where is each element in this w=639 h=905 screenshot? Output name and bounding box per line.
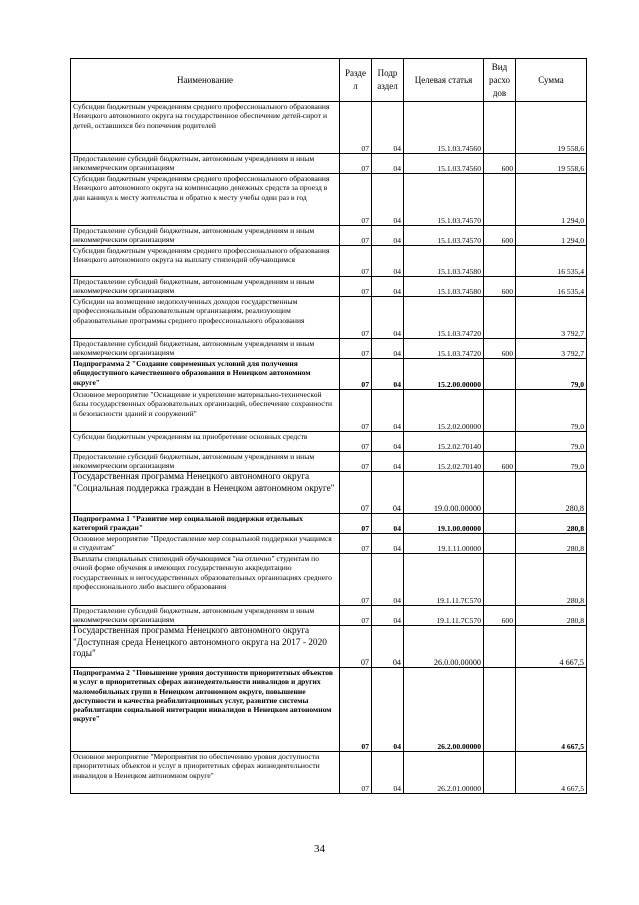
row-sum-cell: 280,8: [516, 606, 587, 626]
table-row: [71, 554, 587, 606]
row-sum-cell: 3 792,7: [516, 297, 587, 339]
row-expense-type-cell: [484, 668, 516, 752]
row-subsection-cell: 04: [372, 246, 404, 277]
row-subsection-cell: 04: [372, 339, 404, 359]
header-sum: Сумма: [516, 59, 587, 102]
header-target: Целевая статья: [404, 59, 484, 102]
row-target-cell: 15.1.03.74720: [404, 297, 484, 339]
row-target-cell: 15.1.03.74570: [404, 226, 484, 246]
row-sum-cell: 19 558,6: [516, 154, 587, 174]
row-name-cell: Основное мероприятие "Мероприятия по обеспечению уровня доступности приоритетных объектов и услуг в приоритетных сферах жизнедеятельности инвалидов в Ненецком автономном округе": [71, 752, 340, 794]
table-row: [71, 174, 587, 226]
row-section-cell: 07: [340, 534, 372, 554]
row-subsection-cell: 04: [372, 668, 404, 752]
row-target-cell: 15.1.03.74570: [404, 174, 484, 226]
row-section-cell: 07: [340, 277, 372, 297]
row-sum-cell: 79,0: [516, 359, 587, 390]
row-expense-type-cell: [484, 626, 516, 668]
row-section-cell: 07: [340, 668, 372, 752]
row-name-cell: Субсидии на возмещение недополученных доходов государственным профессиональным образовательным организациям, реализующим образовательные программы среднего профессионального образования: [71, 297, 340, 339]
row-section-cell: 07: [340, 297, 372, 339]
table-row: [71, 246, 587, 277]
row-sum-cell: 79,0: [516, 432, 587, 452]
row-expense-type-cell: [484, 174, 516, 226]
table-header-row: [71, 59, 587, 102]
row-section-cell: 07: [340, 339, 372, 359]
row-subsection-cell: 04: [372, 554, 404, 606]
row-target-cell: 15.1.03.74580: [404, 277, 484, 297]
table-row: [71, 339, 587, 359]
row-name-cell: Предоставление субсидий бюджетным, автономным учреждениям и иным некоммерческим организациям: [71, 154, 340, 174]
row-expense-type-cell: 600: [484, 154, 516, 174]
row-expense-type-cell: [484, 297, 516, 339]
row-expense-type-cell: 600: [484, 339, 516, 359]
row-sum-cell: 19 558,6: [516, 102, 587, 154]
table-row: [71, 359, 587, 390]
row-expense-type-cell: [484, 534, 516, 554]
table-row: [71, 154, 587, 174]
row-section-cell: 07: [340, 432, 372, 452]
row-section-cell: 07: [340, 752, 372, 794]
row-section-cell: 07: [340, 472, 372, 514]
row-section-cell: 07: [340, 554, 372, 606]
row-name-cell: Предоставление субсидий бюджетным, автономным учреждениям и иным некоммерческим организациям: [71, 452, 340, 472]
row-expense-type-cell: 600: [484, 277, 516, 297]
row-section-cell: 07: [340, 452, 372, 472]
row-expense-type-cell: 600: [484, 452, 516, 472]
row-name-cell: Основное мероприятие "Оснащение и укрепление материально-технической базы государственных образовательных организаций, обеспечение сохранности и безопасности зданий и сооружений": [71, 390, 340, 432]
row-target-cell: 26.2.01.00000: [404, 752, 484, 794]
row-section-cell: 07: [340, 606, 372, 626]
table-row: [71, 472, 587, 514]
row-name-cell: Подпрограмма 1 "Развитие мер социальной поддержки отдельных категорий граждан": [71, 514, 340, 534]
row-expense-type-cell: [484, 514, 516, 534]
table-row: [71, 514, 587, 534]
row-expense-type-cell: [484, 246, 516, 277]
table-row: [71, 102, 587, 154]
row-subsection-cell: 04: [372, 297, 404, 339]
row-subsection-cell: 04: [372, 752, 404, 794]
row-sum-cell: 4 667,5: [516, 668, 587, 752]
row-subsection-cell: 04: [372, 472, 404, 514]
row-target-cell: 15.2.02.00000: [404, 390, 484, 432]
row-name-cell: Предоставление субсидий бюджетным, автономным учреждениям и иным некоммерческим организациям: [71, 339, 340, 359]
row-name-cell: Субсидии бюджетным учреждениям среднего профессионального образования Ненецкого автономного округа на государственное обеспечение детей-сирот и детей, оставшихся без попечения родителей: [71, 102, 340, 154]
row-name-cell: Основное мероприятие "Предоставление мер социальной поддержки учащимся и студентам": [71, 534, 340, 554]
row-sum-cell: 16 535,4: [516, 246, 587, 277]
row-target-cell: 15.2.02.70140: [404, 432, 484, 452]
row-subsection-cell: 04: [372, 452, 404, 472]
row-target-cell: 15.1.03.74560: [404, 102, 484, 154]
table-row: [71, 752, 587, 794]
row-sum-cell: 16 535,4: [516, 277, 587, 297]
row-sum-cell: 4 667,5: [516, 752, 587, 794]
table-row: [71, 432, 587, 452]
table-row: [71, 626, 587, 668]
row-section-cell: 07: [340, 226, 372, 246]
row-subsection-cell: 04: [372, 154, 404, 174]
header-section: Разде л: [340, 59, 372, 102]
row-name-cell: Подпрограмма 2 "Создание современных условий для получения общедоступного качественного образования в Ненецком автономном округе": [71, 359, 340, 390]
header-name: Наименование: [71, 59, 340, 102]
row-subsection-cell: 04: [372, 102, 404, 154]
row-target-cell: 15.1.03.74720: [404, 339, 484, 359]
row-sum-cell: 280,8: [516, 514, 587, 534]
row-sum-cell: 1 294,0: [516, 226, 587, 246]
row-expense-type-cell: [484, 359, 516, 390]
row-target-cell: 19.0.00.00000: [404, 472, 484, 514]
row-subsection-cell: 04: [372, 514, 404, 534]
row-section-cell: 07: [340, 390, 372, 432]
row-expense-type-cell: 600: [484, 226, 516, 246]
row-subsection-cell: 04: [372, 390, 404, 432]
row-name-cell: Государственная программа Ненецкого автономного округа "Социальная поддержка граждан в Ненецком автономном округе": [71, 472, 340, 514]
row-target-cell: 15.1.03.74580: [404, 246, 484, 277]
row-name-cell: Субсидии бюджетным учреждениям на приобретение основных средств: [71, 432, 340, 452]
row-subsection-cell: 04: [372, 432, 404, 452]
row-subsection-cell: 04: [372, 174, 404, 226]
row-target-cell: 15.2.00.00000: [404, 359, 484, 390]
row-sum-cell: 1 294,0: [516, 174, 587, 226]
row-sum-cell: 280,8: [516, 534, 587, 554]
header-subsection: Подр аздел: [372, 59, 404, 102]
row-name-cell: Субсидии бюджетным учреждениям среднего профессионального образования Ненецкого автономного округа на выплату стипендий обучающимся: [71, 246, 340, 277]
row-target-cell: 26.0.00.00000: [404, 626, 484, 668]
row-expense-type-cell: [484, 432, 516, 452]
row-sum-cell: 280,8: [516, 472, 587, 514]
row-name-cell: Предоставление субсидий бюджетным, автономным учреждениям и иным некоммерческим организациям: [71, 277, 340, 297]
row-target-cell: 19.1.11.00000: [404, 534, 484, 554]
row-subsection-cell: 04: [372, 534, 404, 554]
row-section-cell: 07: [340, 174, 372, 226]
row-subsection-cell: 04: [372, 359, 404, 390]
row-expense-type-cell: 600: [484, 606, 516, 626]
row-target-cell: 15.1.03.74560: [404, 154, 484, 174]
row-name-cell: Подпрограмма 2 "Повышение уровня доступности приоритетных объектов и услуг в приоритетных сферах жизнедеятельности инвалидов и других маломобильных групп в Ненецком автономном округе, повышение доступности и качества реабилитационных услуг, развитие системы реабилитации социальной интеграции инвалидов в Ненецком автономном округе": [71, 668, 340, 752]
row-subsection-cell: 04: [372, 606, 404, 626]
table-row: [71, 452, 587, 472]
row-section-cell: 07: [340, 514, 372, 534]
row-subsection-cell: 04: [372, 626, 404, 668]
row-subsection-cell: 04: [372, 277, 404, 297]
row-expense-type-cell: [484, 472, 516, 514]
row-section-cell: 07: [340, 246, 372, 277]
row-name-cell: Государственная программа Ненецкого автономного округа "Доступная среда Ненецкого автономного округа на 2017 - 2020 годы": [71, 626, 340, 668]
table-row: [71, 226, 587, 246]
row-expense-type-cell: [484, 390, 516, 432]
table-row: [71, 534, 587, 554]
row-target-cell: 19.1.11.7С570: [404, 606, 484, 626]
page-number: 34: [314, 843, 325, 855]
table-body: [71, 102, 587, 794]
table-row: [71, 606, 587, 626]
row-name-cell: Выплаты специальных стипендий обучающимся "на отлично" студентам по очной форме обучения в имеющих государственную аккредитацию государственных и негосударственных образовательных организациях среднего профессионального либо высшего образования: [71, 554, 340, 606]
row-sum-cell: 3 792,7: [516, 339, 587, 359]
row-sum-cell: 79,0: [516, 390, 587, 432]
row-target-cell: 19.1.00.00000: [404, 514, 484, 534]
row-section-cell: 07: [340, 102, 372, 154]
table-row: [71, 277, 587, 297]
row-expense-type-cell: [484, 752, 516, 794]
row-expense-type-cell: [484, 102, 516, 154]
row-name-cell: Предоставление субсидий бюджетным, автономным учреждениям и иным некоммерческим организациям: [71, 606, 340, 626]
row-section-cell: 07: [340, 359, 372, 390]
budget-table: [70, 58, 587, 794]
row-section-cell: 07: [340, 626, 372, 668]
row-target-cell: 15.2.02.70140: [404, 452, 484, 472]
row-subsection-cell: 04: [372, 226, 404, 246]
table-row: [71, 668, 587, 752]
row-name-cell: Субсидии бюджетным учреждениям среднего профессионального образования Ненецкого автономного округа на компенсацию денежных средств за проезд в дни каникул к месту жительства и обратно к месту учебы один раз в год: [71, 174, 340, 226]
table-row: [71, 390, 587, 432]
row-sum-cell: 280,8: [516, 554, 587, 606]
row-section-cell: 07: [340, 154, 372, 174]
table-row: [71, 297, 587, 339]
header-expense-type: Вид расхо дов: [484, 59, 516, 102]
row-sum-cell: 4 667,5: [516, 626, 587, 668]
row-expense-type-cell: [484, 554, 516, 606]
row-sum-cell: 79,0: [516, 452, 587, 472]
row-target-cell: 26.2.00.00000: [404, 668, 484, 752]
row-target-cell: 19.1.11.7С570: [404, 554, 484, 606]
row-name-cell: Предоставление субсидий бюджетным, автономным учреждениям и иным некоммерческим организациям: [71, 226, 340, 246]
